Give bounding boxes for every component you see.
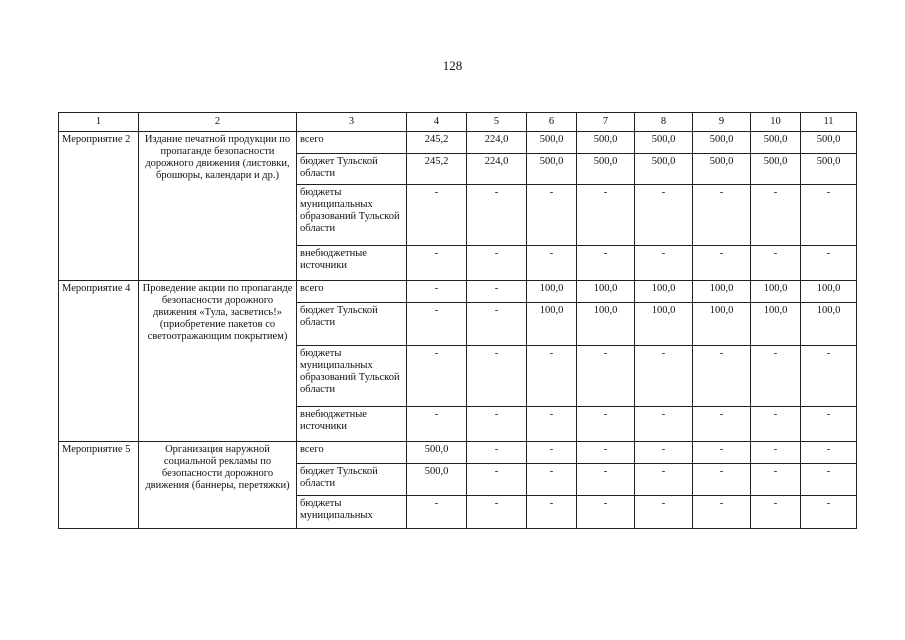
value-cell: -	[407, 246, 467, 281]
value-cell: 224,0	[467, 154, 527, 185]
value-cell: -	[693, 496, 751, 529]
budget-table	[58, 112, 857, 529]
value-cell: -	[467, 303, 527, 346]
funding-source: внебюджетные источники	[297, 246, 407, 281]
value-cell: -	[801, 185, 857, 246]
value-cell: 100,0	[751, 303, 801, 346]
value-cell: 100,0	[801, 281, 857, 303]
value-cell: 100,0	[527, 281, 577, 303]
value-cell: 100,0	[801, 303, 857, 346]
value-cell: 500,0	[693, 154, 751, 185]
value-cell: -	[407, 303, 467, 346]
value-cell: 500,0	[527, 132, 577, 154]
value-cell: -	[467, 442, 527, 464]
table-body	[59, 132, 857, 529]
value-cell: -	[527, 496, 577, 529]
header-cell: 5	[467, 113, 527, 132]
funding-source: бюджет Тульской области	[297, 303, 407, 346]
funding-source: бюджет Тульской области	[297, 464, 407, 496]
value-cell: -	[751, 442, 801, 464]
table-row	[59, 442, 857, 464]
value-cell: -	[801, 496, 857, 529]
value-cell: 245,2	[407, 154, 467, 185]
value-cell: -	[527, 246, 577, 281]
value-cell: -	[407, 407, 467, 442]
funding-source: всего	[297, 132, 407, 154]
value-cell: -	[801, 442, 857, 464]
value-cell: -	[801, 464, 857, 496]
value-cell: 100,0	[635, 281, 693, 303]
funding-source: внебюджетные источники	[297, 407, 407, 442]
value-cell: -	[467, 496, 527, 529]
value-cell: 500,0	[693, 132, 751, 154]
header-cell: 9	[693, 113, 751, 132]
event-description: Издание печатной продукции по пропаганде безопасности дорожного движения (листовки, брошюры, календари и др.)	[139, 132, 297, 281]
event-label: Мероприятие 2	[59, 132, 139, 281]
value-cell: -	[635, 407, 693, 442]
header-cell: 6	[527, 113, 577, 132]
value-cell: 100,0	[751, 281, 801, 303]
value-cell: -	[635, 464, 693, 496]
value-cell: -	[635, 185, 693, 246]
header-row	[59, 113, 857, 132]
value-cell: 500,0	[407, 464, 467, 496]
value-cell: 500,0	[527, 154, 577, 185]
table-row	[59, 132, 857, 154]
value-cell: 500,0	[801, 154, 857, 185]
value-cell: -	[693, 346, 751, 407]
value-cell: -	[467, 464, 527, 496]
value-cell: -	[577, 407, 635, 442]
value-cell: -	[635, 442, 693, 464]
value-cell: -	[577, 346, 635, 407]
header-cell: 10	[751, 113, 801, 132]
header-cell: 3	[297, 113, 407, 132]
event-description: Организация наружной социальной рекламы по безопасности дорожного движения (баннеры, перетяжки)	[139, 442, 297, 529]
value-cell: -	[527, 185, 577, 246]
value-cell: -	[635, 246, 693, 281]
value-cell: 500,0	[577, 154, 635, 185]
header-cell: 8	[635, 113, 693, 132]
value-cell: -	[407, 496, 467, 529]
header-cell: 2	[139, 113, 297, 132]
value-cell: -	[693, 407, 751, 442]
value-cell: -	[467, 281, 527, 303]
header-cell: 11	[801, 113, 857, 132]
value-cell: -	[527, 407, 577, 442]
funding-source: бюджеты муниципальных образований Тульской области	[297, 185, 407, 246]
event-description: Проведение акции по пропаганде безопасности дорожного движения «Тула, засветись!» (приобретение пакетов со светоотражающим покрытием)	[139, 281, 297, 442]
funding-source: бюджеты муниципальных образований Тульской области	[297, 346, 407, 407]
value-cell: 100,0	[577, 303, 635, 346]
value-cell: 100,0	[693, 303, 751, 346]
value-cell: 100,0	[527, 303, 577, 346]
value-cell: 500,0	[407, 442, 467, 464]
value-cell: -	[693, 442, 751, 464]
value-cell: 500,0	[635, 132, 693, 154]
value-cell: -	[635, 346, 693, 407]
value-cell: 500,0	[577, 132, 635, 154]
header-cell: 1	[59, 113, 139, 132]
value-cell: 500,0	[751, 132, 801, 154]
value-cell: 500,0	[801, 132, 857, 154]
value-cell: -	[801, 407, 857, 442]
table-row	[59, 281, 857, 303]
value-cell: -	[801, 246, 857, 281]
event-label: Мероприятие 5	[59, 442, 139, 529]
value-cell: -	[635, 496, 693, 529]
value-cell: -	[577, 496, 635, 529]
value-cell: -	[577, 185, 635, 246]
value-cell: -	[693, 246, 751, 281]
value-cell: -	[751, 496, 801, 529]
value-cell: -	[467, 346, 527, 407]
value-cell: -	[751, 407, 801, 442]
value-cell: -	[577, 246, 635, 281]
value-cell: -	[577, 464, 635, 496]
value-cell: -	[527, 346, 577, 407]
value-cell: 500,0	[635, 154, 693, 185]
value-cell: -	[407, 281, 467, 303]
value-cell: -	[693, 185, 751, 246]
funding-source: бюджет Тульской области	[297, 154, 407, 185]
value-cell: -	[527, 464, 577, 496]
value-cell: -	[527, 442, 577, 464]
event-label: Мероприятие 4	[59, 281, 139, 442]
value-cell: -	[751, 185, 801, 246]
value-cell: -	[693, 464, 751, 496]
value-cell: 100,0	[635, 303, 693, 346]
funding-source: бюджеты муниципальных	[297, 496, 407, 529]
value-cell: -	[801, 346, 857, 407]
value-cell: -	[751, 346, 801, 407]
value-cell: 500,0	[751, 154, 801, 185]
funding-source: всего	[297, 442, 407, 464]
value-cell: 100,0	[693, 281, 751, 303]
value-cell: 245,2	[407, 132, 467, 154]
funding-source: всего	[297, 281, 407, 303]
header-cell: 7	[577, 113, 635, 132]
value-cell: -	[407, 346, 467, 407]
value-cell: -	[751, 464, 801, 496]
page-number: 128	[442, 58, 463, 73]
value-cell: -	[577, 442, 635, 464]
value-cell: -	[407, 185, 467, 246]
value-cell: 100,0	[577, 281, 635, 303]
value-cell: -	[467, 185, 527, 246]
value-cell: -	[751, 246, 801, 281]
value-cell: -	[467, 407, 527, 442]
value-cell: 224,0	[467, 132, 527, 154]
header-cell: 4	[407, 113, 467, 132]
value-cell: -	[467, 246, 527, 281]
